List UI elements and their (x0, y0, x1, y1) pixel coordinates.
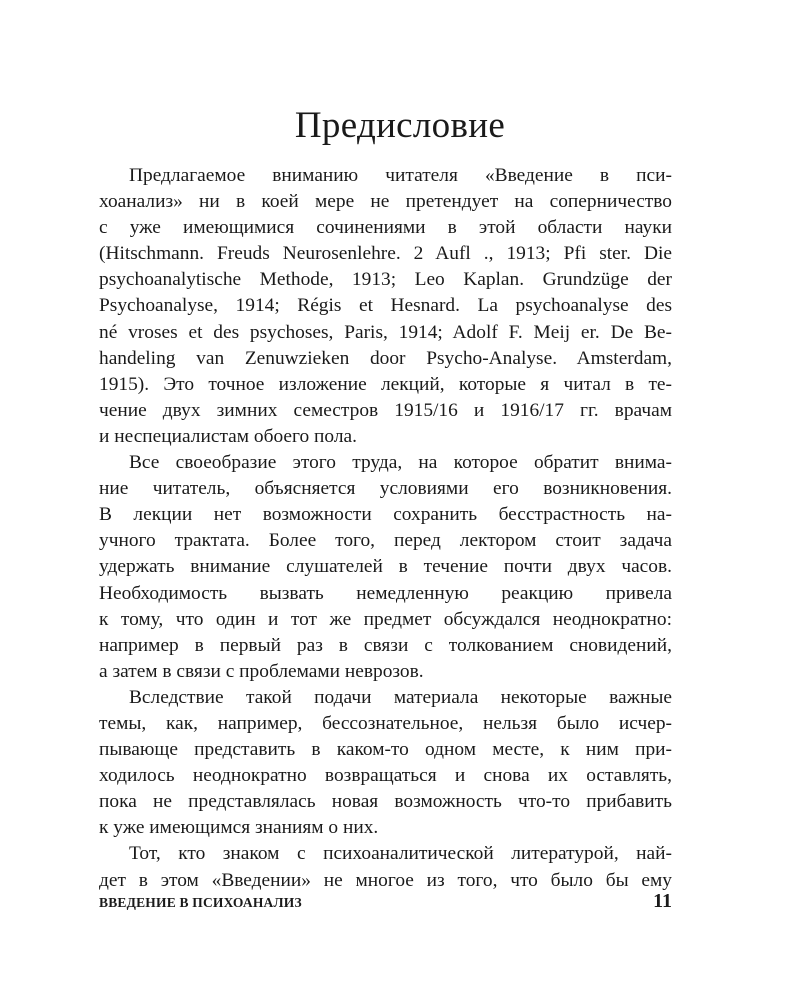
text-line: хоанализ» ни в коей мере не претендует на соперничество (99, 191, 672, 213)
text-line: темы, как, например, бессознательное, нельзя было исчер- (99, 712, 672, 734)
text-line: psychoanalytische Methode, 1913; Leo Kaplan. Grundzüge der (99, 269, 672, 291)
text-line: 1915). Это точное изложение лекций, которые я читал в те- (99, 373, 672, 395)
text-line: né vroses et des psychoses, Paris, 1914; Adolf F. Meij er. De Be- (99, 321, 672, 343)
text-line: Psychoanalyse, 1914; Régis et Hesnard. La psychoanalyse des (99, 295, 672, 317)
text-line: пывающе представить в каком-то одном месте, к ним при- (99, 739, 672, 761)
page-number: 11 (653, 890, 672, 912)
text-line: Предлагаемое вниманию читателя «Введение в пси- (129, 165, 672, 186)
running-head: ВВЕДЕНИЕ В ПСИХОАНАЛИЗ (99, 895, 302, 910)
text-line: handeling van Zenuwzieken door Psycho-Analyse. Amsterdam, (99, 347, 672, 369)
text-line: Тот, кто знаком с психоаналитической литературой, най- (129, 843, 672, 865)
text-line: к тому, что один и тот же предмет обсуждался неоднократно: (99, 608, 672, 630)
text-line: и неспециалистам обоего пола. (99, 425, 357, 447)
body-text (99, 163, 672, 894)
text-line: (Hitschmann. Freuds Neurosenlehre. 2 Aufl ., 1913; Pfi ster. Die (99, 243, 672, 265)
text-line: Все своеобразие этого труда, на которое обратит внима- (129, 452, 672, 474)
text-line: с уже имеющимися сочинениями в этой области науки (99, 217, 672, 239)
text-line: например в первый раз в связи с толкованием сновидений, (99, 634, 672, 656)
text-line: а затем в связи с проблемами неврозов. (99, 660, 424, 682)
text-line: дет в этом «Введении» не многое из того, что было бы ему (99, 869, 672, 891)
text-line: удержать внимание слушателей в течение почти двух часов. (99, 556, 672, 578)
text-line: Необходимость вызвать немедленную реакцию привела (99, 582, 672, 604)
page-footer (99, 892, 672, 916)
text-line: ходилось неоднократно возвращаться и снова их оставлять, (99, 765, 672, 787)
page-title: Предисловие (294, 105, 506, 146)
text-line: чение двух зимних семестров 1915/16 и 1916/17 гг. врачам (99, 399, 672, 421)
text-line: ние читатель, объясняется условиями его возникновения. (99, 478, 672, 500)
text-line: Вследствие такой подачи материала некоторые важные (129, 686, 672, 708)
text-line: пока не представлялась новая возможность что-то прибавить (99, 791, 672, 813)
text-line: В лекции нет возможности сохранить бесстрастность на- (99, 504, 672, 526)
text-line: учного трактата. Более того, перед лектором стоит задача (99, 530, 672, 552)
text-line: к уже имеющимся знаниям о них. (99, 817, 379, 839)
